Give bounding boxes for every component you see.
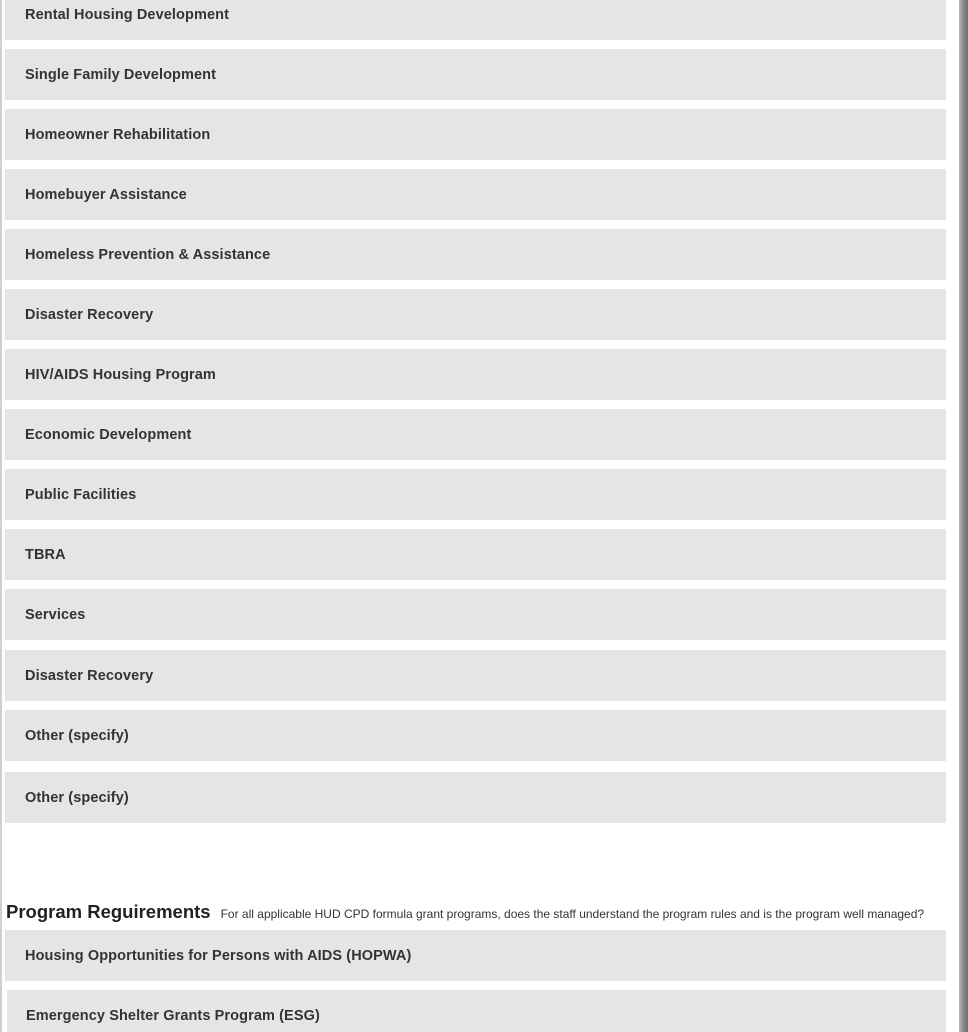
activity-item-label: Disaster Recovery bbox=[25, 306, 154, 323]
activity-item-hiv-aids-housing[interactable] bbox=[5, 349, 946, 400]
activity-item-other-specify[interactable] bbox=[5, 710, 946, 761]
left-border bbox=[0, 0, 2, 1032]
activity-item-label: TBRA bbox=[25, 546, 66, 563]
activity-item-label: HIV/AIDS Housing Program bbox=[25, 366, 216, 383]
activity-item-label: Single Family Development bbox=[25, 66, 217, 83]
activity-item-label: Other (specify) bbox=[25, 789, 129, 806]
activity-item-homeless-prevention[interactable] bbox=[5, 229, 946, 280]
activity-item-rental-housing-development[interactable] bbox=[5, 0, 946, 40]
activity-item-single-family-development[interactable] bbox=[5, 49, 946, 100]
activity-item-label: Disaster Recovery bbox=[25, 667, 154, 684]
activity-item-homeowner-rehabilitation[interactable] bbox=[5, 109, 946, 160]
program-item-label: Housing Opportunities for Persons with AIDS (HOPWA) bbox=[25, 947, 412, 964]
program-item-hopwa[interactable] bbox=[5, 930, 946, 981]
activity-item-services[interactable] bbox=[5, 589, 946, 640]
activity-item-homebuyer-assistance[interactable] bbox=[5, 169, 946, 220]
program-item-label: Emergency Shelter Grants Program (ESG) bbox=[26, 1007, 320, 1024]
activity-item-label: Rental Housing Development bbox=[25, 6, 230, 23]
activity-item-label: Economic Development bbox=[25, 426, 192, 443]
activity-item-label: Services bbox=[25, 606, 86, 623]
activity-item-disaster-recovery[interactable] bbox=[5, 289, 946, 340]
program-requirements-header bbox=[6, 901, 924, 927]
activity-item-tbra[interactable] bbox=[5, 529, 946, 580]
activity-item-disaster-recovery-2[interactable] bbox=[5, 650, 946, 701]
activity-item-label: Other (specify) bbox=[25, 727, 129, 744]
section-description: For all applicable HUD CPD formula grant programs, does the staff understand the program rules and is the program well managed? bbox=[220, 907, 925, 921]
activity-item-label: Homeowner Rehabilitation bbox=[25, 126, 211, 143]
program-item-esg[interactable] bbox=[7, 990, 946, 1032]
activity-item-other-specify-2[interactable] bbox=[5, 772, 946, 823]
activity-item-label: Homebuyer Assistance bbox=[25, 186, 187, 203]
activity-item-label: Public Facilities bbox=[25, 486, 137, 503]
activity-item-public-facilities[interactable] bbox=[5, 469, 946, 520]
activity-item-label: Homeless Prevention & Assistance bbox=[25, 246, 271, 263]
activity-item-economic-development[interactable] bbox=[5, 409, 946, 460]
section-title: Program Reguirements bbox=[6, 901, 211, 922]
window-edge-shadow bbox=[959, 0, 968, 1032]
